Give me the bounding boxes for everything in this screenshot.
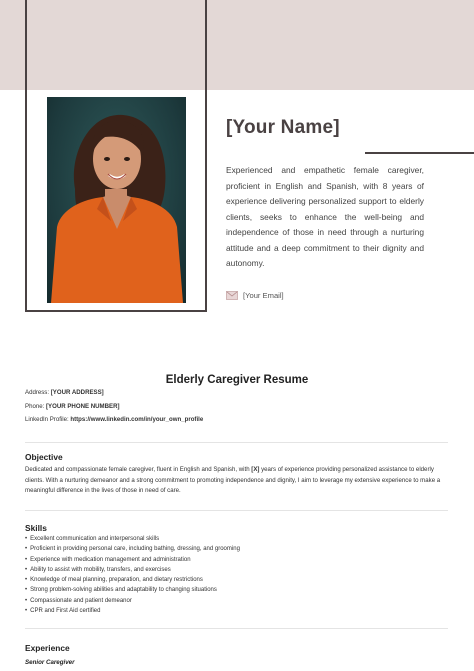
list-item: • Experience with medication management and administration [25, 555, 240, 565]
section-divider [25, 628, 448, 629]
contact-address [25, 389, 104, 396]
candidate-name: [Your Name] [226, 117, 340, 138]
years-placeholder: [X] [251, 466, 260, 473]
phone-value: [YOUR PHONE NUMBER] [46, 403, 120, 410]
list-item: • CPR and First Aid certified [25, 606, 240, 616]
email-text: [Your Email] [243, 291, 284, 300]
email-row [226, 291, 284, 300]
contact-linkedin [25, 416, 203, 423]
profile-summary: Experienced and empathetic female caregiver, proficient in English and Spanish, with 8 years of experience delivering personalized support to elderly clients, seeks to enhance the well-being and independence of those in need through a nurturing attitude and a deep commitment to their dignity and autonomy. [226, 165, 424, 268]
phone-label: Phone: [25, 403, 45, 410]
mail-icon [226, 291, 238, 300]
job-title: Senior Caregiver [25, 659, 75, 666]
name-underline [365, 152, 474, 154]
skills-list [25, 534, 240, 616]
list-item: • Strong problem-solving abilities and adaptability to changing situations [25, 585, 240, 595]
address-label: Address: [25, 389, 50, 396]
objective-text [25, 465, 450, 497]
list-item: • Compassionate and patient demeanor [25, 596, 240, 606]
objective-heading: Objective [25, 452, 63, 462]
document-title: Elderly Caregiver Resume [165, 374, 309, 386]
list-item: • Knowledge of meal planning, preparation, and dietary restrictions [25, 575, 240, 585]
linkedin-value[interactable]: https://www.linkedin.com/in/your_own_profile [70, 416, 204, 423]
section-divider [25, 442, 448, 443]
linkedin-label: LinkedIn Profile: [25, 416, 69, 423]
list-item: • Ability to assist with mobility, transfers, and exercises [25, 565, 240, 575]
list-item: • Excellent communication and interpersonal skills [25, 534, 240, 544]
skills-heading: Skills [25, 523, 47, 533]
list-item: • Proficient in providing personal care, including bathing, dressing, and grooming [25, 544, 240, 554]
objective-text-end: years of experience providing personalized assistance to elderly clients. With a nurturing demeanor and a strong commitment to promoting independence and dignity, I aim to leverage my extensive experience to make a meaningful difference in the lives of those in need of care. [25, 466, 441, 494]
experience-heading: Experience [25, 643, 70, 653]
section-divider [25, 510, 448, 511]
profile-photo [47, 97, 186, 303]
contact-phone [25, 403, 120, 410]
objective-text-start: Dedicated and compassionate female caregiver, fluent in English and Spanish, with [25, 466, 250, 473]
address-value: [YOUR ADDRESS] [50, 389, 104, 396]
